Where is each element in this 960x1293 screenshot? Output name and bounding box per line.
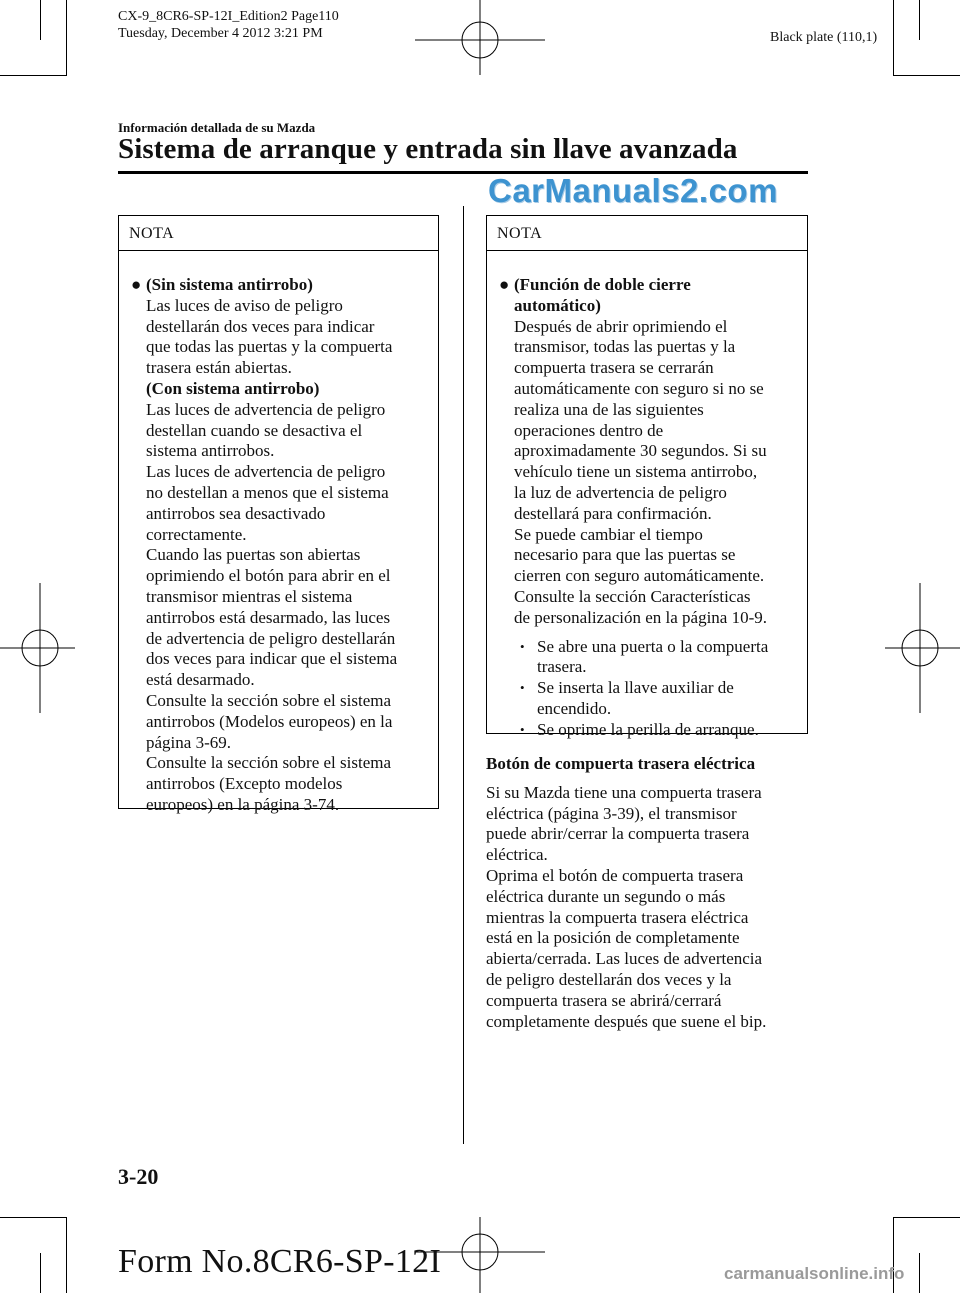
page-number: 3-20 <box>118 1164 159 1189</box>
note-line: Las luces de advertencia de peligro <box>146 399 386 419</box>
note-line: operaciones dentro de <box>514 420 664 440</box>
print-job-header <box>118 8 339 42</box>
note-line: Consulte la sección sobre el sistema <box>146 753 392 773</box>
note-text <box>146 275 438 816</box>
sub-bullet-list <box>487 637 807 741</box>
note-line: sistema antirrobos. <box>146 441 275 461</box>
note-box-left <box>118 215 439 814</box>
note-line: página 3-69. <box>146 732 231 752</box>
note-line: vehículo tiene un sistema antirrobo, <box>514 462 758 482</box>
section-kicker: Información detallada de su Mazda <box>118 120 316 135</box>
column-divider <box>463 206 464 1144</box>
note-bullet-item <box>119 275 438 816</box>
paragraph-line: está en la posición de completamente <box>486 928 740 948</box>
sub-bullet-icon: • <box>520 680 525 696</box>
note-line: antirrobos está desarmado, las luces <box>146 607 391 627</box>
paragraph-line: puede abrir/cerrar la compuerta trasera <box>486 824 750 844</box>
liftgate-paragraph <box>486 783 816 1033</box>
paragraph-line: Oprima el botón de compuerta trasera <box>486 865 744 885</box>
watermark-logo: CarManuals2.com <box>488 172 778 209</box>
note-line: aproximadamente 30 segundos. Si su <box>514 441 767 461</box>
bullet-icon: ● <box>131 275 142 294</box>
note-line: de personalización en la página 10-9. <box>514 607 768 627</box>
sub-bullet-item <box>487 678 807 720</box>
note-line: compuerta trasera se cerrarán <box>514 358 714 378</box>
note-line: Se puede cambiar el tiempo <box>514 524 703 544</box>
section-heading: Botón de compuerta trasera eléctrica <box>486 754 756 773</box>
note-heading: NOTA <box>119 216 438 251</box>
note-line: que todas las puertas y la compuerta <box>146 337 393 357</box>
sub-bullet-icon: • <box>520 721 525 737</box>
sub-bullet-line: trasera. <box>537 657 587 677</box>
note-line: dos veces para indicar que el sistema <box>146 649 398 669</box>
note-heading: NOTA <box>487 216 807 251</box>
paragraph-line: completamente después que suene el bip. <box>486 1011 767 1031</box>
note-box-right <box>486 215 808 739</box>
note-line: (Con sistema antirrobo) <box>146 378 320 398</box>
page-title: Sistema de arranque y entrada sin llave avanzada <box>118 133 738 165</box>
form-number: Form No.8CR6-SP-12I <box>118 1243 442 1280</box>
sub-bullet-icon: • <box>520 638 525 654</box>
bullet-icon: ● <box>499 275 510 294</box>
paragraph-line: compuerta trasera se abrirá/cerrará <box>486 990 722 1010</box>
note-line: está desarmado. <box>146 670 255 690</box>
sub-bullet-line: Se abre una puerta o la compuerta <box>537 636 769 656</box>
note-text <box>514 275 807 629</box>
note-line: destellarán dos veces para indicar <box>146 316 375 336</box>
paragraph-line: mientras la compuerta trasera eléctrica <box>486 907 749 927</box>
note-line: (Función de doble cierre <box>514 275 691 294</box>
sub-bullet-line: Se inserta la llave auxiliar de <box>537 678 734 698</box>
note-line: realiza una de las siguientes <box>514 399 704 419</box>
note-line: correctamente. <box>146 524 247 544</box>
print-job-line: CX-9_8CR6-SP-12I_Edition2 Page110 <box>118 9 339 24</box>
sub-bullet-line: Se oprime la perilla de arranque. <box>537 719 759 739</box>
print-date-line: Tuesday, December 4 2012 3:21 PM <box>118 26 323 41</box>
paragraph-line: eléctrica. <box>486 845 548 865</box>
paragraph-line: eléctrica durante un segundo o más <box>486 886 726 906</box>
note-body <box>487 251 807 741</box>
sub-bullet-line: encendido. <box>537 698 612 718</box>
note-line: antirrobos (Modelos europeos) en la <box>146 711 393 731</box>
site-watermark: carmanualsonline.info <box>724 1264 905 1283</box>
paragraph-line: abierta/cerrada. Las luces de advertencia <box>486 949 763 969</box>
note-line: Consulte la sección sobre el sistema <box>146 690 392 710</box>
paragraph-line: eléctrica (página 3-39), el transmisor <box>486 803 737 823</box>
note-line: transmisor mientras el sistema <box>146 586 353 606</box>
note-bullet-item <box>487 275 807 629</box>
note-line: automático) <box>514 295 601 315</box>
note-line: oprimiendo el botón para abrir en el <box>146 566 391 586</box>
note-line: transmisor, todas las puertas y la <box>514 337 736 357</box>
note-line: europeos) en la página 3-74. <box>146 794 340 814</box>
note-line: trasera están abiertas. <box>146 358 292 378</box>
paragraph-line: Si su Mazda tiene una compuerta trasera <box>486 782 762 802</box>
note-line: (Sin sistema antirrobo) <box>146 275 313 294</box>
sub-bullet-item <box>487 720 807 741</box>
note-line: Consulte la sección Características <box>514 586 751 606</box>
note-line: destellará para confirmación. <box>514 503 712 523</box>
note-line: de advertencia de peligro destellarán <box>146 628 396 648</box>
note-line: no destellan a menos que el sistema <box>146 482 389 502</box>
note-body <box>119 251 438 816</box>
liftgate-section <box>486 754 816 1032</box>
note-line: cierren con seguro automáticamente. <box>514 566 765 586</box>
note-line: Cuando las puertas son abiertas <box>146 545 361 565</box>
note-line: antirrobos (Excepto modelos <box>146 774 343 794</box>
sub-bullet-item <box>487 637 807 679</box>
note-line: antirrobos sea desactivado <box>146 503 326 523</box>
paragraph-line: de peligro destellarán dos veces y la <box>486 969 732 989</box>
plate-label: Black plate (110,1) <box>770 30 878 45</box>
note-line: la luz de advertencia de peligro <box>514 482 727 502</box>
note-line: Las luces de aviso de peligro <box>146 295 343 315</box>
note-line: destellan cuando se desactiva el <box>146 420 363 440</box>
note-line: Las luces de advertencia de peligro <box>146 462 386 482</box>
note-line: necesario para que las puertas se <box>514 545 736 565</box>
note-line: automáticamente con seguro si no se <box>514 378 764 398</box>
note-line: Después de abrir oprimiendo el <box>514 316 728 336</box>
